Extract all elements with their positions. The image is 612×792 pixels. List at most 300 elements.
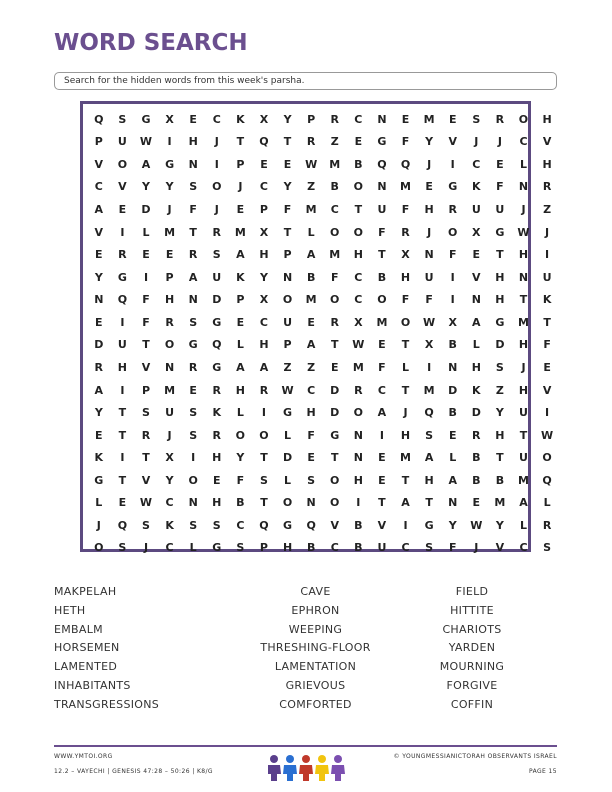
grid-cell[interactable]: U: [519, 451, 528, 465]
grid-cell[interactable]: O: [518, 112, 529, 126]
grid-cell[interactable]: T: [401, 473, 410, 487]
grid-cell[interactable]: T: [543, 315, 551, 329]
grid-cell[interactable]: S: [142, 518, 150, 532]
grid-cell[interactable]: O: [353, 180, 363, 194]
grid-cell[interactable]: V: [141, 473, 151, 487]
grid-cell[interactable]: Y: [495, 406, 504, 420]
grid-cell[interactable]: H: [518, 248, 529, 262]
grid-cell[interactable]: G: [141, 112, 151, 126]
grid-cell[interactable]: L: [189, 541, 197, 555]
grid-cell[interactable]: E: [165, 248, 174, 262]
grid-cell[interactable]: S: [118, 541, 127, 555]
grid-cell[interactable]: L: [236, 338, 244, 352]
grid-cell[interactable]: W: [281, 383, 294, 397]
grid-cell[interactable]: X: [448, 315, 457, 329]
grid-cell[interactable]: I: [403, 518, 408, 532]
grid-cell[interactable]: U: [377, 203, 387, 217]
grid-cell[interactable]: D: [282, 451, 293, 465]
grid-cell[interactable]: N: [424, 248, 434, 262]
grid-cell[interactable]: H: [424, 473, 434, 487]
grid-cell[interactable]: N: [448, 360, 458, 374]
grid-cell[interactable]: M: [329, 248, 341, 262]
grid-cell[interactable]: H: [235, 383, 245, 397]
grid-cell[interactable]: Y: [283, 180, 292, 194]
grid-cell[interactable]: I: [191, 451, 196, 465]
grid-cell[interactable]: A: [94, 203, 104, 217]
grid-cell[interactable]: B: [472, 473, 481, 487]
grid-cell[interactable]: J: [167, 428, 172, 442]
grid-cell[interactable]: R: [495, 112, 505, 126]
grid-cell[interactable]: M: [164, 225, 176, 239]
grid-cell[interactable]: O: [164, 338, 175, 352]
grid-cell[interactable]: J: [474, 541, 479, 555]
grid-cell[interactable]: A: [448, 473, 457, 487]
grid-cell[interactable]: D: [448, 383, 458, 397]
grid-cell[interactable]: Z: [330, 135, 339, 149]
grid-cell[interactable]: C: [519, 541, 528, 555]
grid-cell[interactable]: H: [495, 428, 505, 442]
grid-cell[interactable]: E: [330, 360, 339, 374]
grid-cell[interactable]: V: [448, 135, 457, 149]
grid-cell[interactable]: J: [238, 180, 243, 194]
grid-cell[interactable]: L: [543, 496, 551, 510]
grid-cell[interactable]: D: [495, 338, 505, 352]
grid-cell[interactable]: I: [120, 383, 125, 397]
grid-cell[interactable]: V: [377, 518, 387, 532]
grid-cell[interactable]: B: [236, 496, 245, 510]
grid-cell[interactable]: M: [164, 383, 176, 397]
grid-cell[interactable]: T: [283, 135, 292, 149]
grid-cell[interactable]: H: [400, 270, 411, 284]
grid-cell[interactable]: T: [260, 496, 268, 510]
grid-cell[interactable]: N: [188, 293, 198, 307]
grid-cell[interactable]: O: [117, 157, 128, 171]
grid-cell[interactable]: T: [330, 451, 339, 465]
grid-cell[interactable]: Y: [165, 473, 174, 487]
grid-cell[interactable]: N: [188, 496, 198, 510]
grid-cell[interactable]: G: [117, 270, 127, 284]
grid-cell[interactable]: Q: [377, 157, 387, 171]
grid-cell[interactable]: M: [400, 180, 411, 194]
grid-cell[interactable]: Y: [259, 270, 268, 284]
grid-cell[interactable]: V: [542, 135, 552, 149]
grid-cell[interactable]: V: [330, 518, 339, 532]
grid-cell[interactable]: H: [164, 293, 175, 307]
grid-cell[interactable]: J: [545, 225, 550, 239]
grid-cell[interactable]: H: [282, 541, 293, 555]
grid-cell[interactable]: Y: [165, 180, 174, 194]
grid-cell[interactable]: C: [236, 518, 245, 532]
grid-cell[interactable]: G: [283, 518, 293, 532]
grid-cell[interactable]: F: [401, 293, 410, 307]
grid-cell[interactable]: M: [352, 360, 364, 374]
grid-cell[interactable]: W: [423, 315, 436, 329]
grid-cell[interactable]: W: [305, 157, 318, 171]
grid-cell[interactable]: N: [448, 496, 458, 510]
grid-cell[interactable]: S: [259, 473, 268, 487]
grid-cell[interactable]: E: [236, 315, 245, 329]
grid-cell[interactable]: I: [450, 293, 455, 307]
grid-cell[interactable]: A: [424, 451, 434, 465]
grid-cell[interactable]: J: [427, 157, 432, 171]
grid-cell[interactable]: S: [236, 541, 245, 555]
grid-cell[interactable]: A: [306, 338, 316, 352]
grid-cell[interactable]: E: [378, 473, 386, 487]
grid-cell[interactable]: P: [236, 293, 245, 307]
grid-cell[interactable]: U: [165, 406, 175, 420]
grid-cell[interactable]: I: [379, 428, 384, 442]
grid-cell[interactable]: S: [189, 428, 198, 442]
grid-cell[interactable]: C: [94, 180, 103, 194]
grid-cell[interactable]: H: [259, 248, 269, 262]
grid-cell[interactable]: K: [472, 180, 481, 194]
grid-cell[interactable]: N: [471, 293, 481, 307]
grid-cell[interactable]: J: [143, 541, 149, 555]
grid-cell[interactable]: S: [495, 360, 504, 374]
grid-cell[interactable]: O: [330, 496, 340, 510]
grid-cell[interactable]: X: [259, 225, 269, 239]
grid-cell[interactable]: O: [330, 225, 340, 239]
grid-cell[interactable]: L: [519, 518, 527, 532]
grid-cell[interactable]: I: [120, 451, 125, 465]
grid-cell[interactable]: F: [378, 225, 386, 239]
grid-cell[interactable]: R: [259, 383, 269, 397]
grid-cell[interactable]: N: [377, 180, 387, 194]
grid-cell[interactable]: N: [518, 270, 529, 284]
grid-cell[interactable]: X: [472, 225, 481, 239]
grid-cell[interactable]: J: [214, 135, 219, 149]
grid-cell[interactable]: Y: [448, 518, 457, 532]
grid-cell[interactable]: W: [352, 338, 365, 352]
grid-cell[interactable]: R: [542, 180, 552, 194]
grid-cell[interactable]: I: [545, 406, 550, 420]
grid-cell[interactable]: C: [354, 112, 363, 126]
grid-cell[interactable]: K: [542, 293, 552, 307]
grid-cell[interactable]: F: [448, 541, 457, 555]
grid-cell[interactable]: S: [212, 518, 221, 532]
grid-cell[interactable]: R: [472, 428, 481, 442]
grid-cell[interactable]: M: [400, 451, 411, 465]
grid-cell[interactable]: X: [354, 315, 363, 329]
grid-cell[interactable]: E: [472, 496, 481, 510]
grid-cell[interactable]: H: [471, 360, 481, 374]
grid-cell[interactable]: T: [330, 338, 339, 352]
grid-cell[interactable]: N: [377, 112, 387, 126]
grid-cell[interactable]: J: [521, 360, 526, 374]
grid-cell[interactable]: T: [283, 225, 292, 239]
grid-cell[interactable]: E: [189, 112, 197, 126]
grid-cell[interactable]: Q: [212, 338, 222, 352]
grid-cell[interactable]: L: [449, 451, 457, 465]
grid-cell[interactable]: L: [519, 157, 527, 171]
grid-cell[interactable]: I: [545, 248, 550, 262]
grid-cell[interactable]: Q: [542, 473, 552, 487]
grid-cell[interactable]: I: [167, 135, 172, 149]
grid-cell[interactable]: H: [542, 157, 552, 171]
grid-cell[interactable]: Y: [94, 270, 103, 284]
grid-cell[interactable]: D: [330, 383, 340, 397]
grid-cell[interactable]: F: [283, 203, 292, 217]
grid-cell[interactable]: M: [518, 315, 529, 329]
grid-cell[interactable]: V: [495, 541, 505, 555]
grid-cell[interactable]: V: [118, 180, 127, 194]
grid-cell[interactable]: P: [259, 541, 268, 555]
grid-cell[interactable]: F: [448, 248, 457, 262]
grid-cell[interactable]: I: [143, 270, 149, 284]
grid-cell[interactable]: K: [165, 518, 174, 532]
grid-cell[interactable]: D: [212, 293, 222, 307]
grid-cell[interactable]: O: [377, 293, 387, 307]
grid-cell[interactable]: C: [307, 383, 316, 397]
grid-cell[interactable]: Z: [283, 360, 292, 374]
grid-cell[interactable]: L: [142, 225, 150, 239]
grid-cell[interactable]: O: [188, 473, 198, 487]
grid-cell[interactable]: T: [519, 293, 528, 307]
grid-cell[interactable]: Q: [259, 518, 269, 532]
grid-cell[interactable]: O: [212, 180, 222, 194]
grid-cell[interactable]: D: [330, 406, 340, 420]
grid-cell[interactable]: F: [307, 428, 315, 442]
grid-cell[interactable]: U: [471, 203, 481, 217]
grid-cell[interactable]: E: [378, 338, 386, 352]
grid-cell[interactable]: R: [212, 225, 221, 239]
grid-cell[interactable]: T: [425, 496, 433, 510]
grid-cell[interactable]: A: [306, 248, 316, 262]
grid-cell[interactable]: F: [236, 473, 245, 487]
grid-cell[interactable]: G: [212, 541, 222, 555]
grid-cell[interactable]: A: [236, 248, 245, 262]
grid-cell[interactable]: M: [376, 315, 388, 329]
grid-cell[interactable]: F: [496, 180, 504, 194]
grid-cell[interactable]: S: [142, 406, 150, 420]
grid-cell[interactable]: Z: [495, 383, 504, 397]
grid-cell[interactable]: S: [212, 248, 221, 262]
grid-cell[interactable]: X: [165, 112, 174, 126]
grid-cell[interactable]: H: [542, 112, 552, 126]
grid-cell[interactable]: E: [307, 451, 315, 465]
grid-cell[interactable]: T: [118, 428, 127, 442]
grid-cell[interactable]: G: [283, 406, 293, 420]
grid-cell[interactable]: G: [330, 428, 340, 442]
grid-cell[interactable]: E: [307, 315, 315, 329]
grid-cell[interactable]: Z: [307, 360, 316, 374]
grid-cell[interactable]: C: [165, 496, 174, 510]
grid-cell[interactable]: B: [495, 473, 505, 487]
grid-cell[interactable]: T: [142, 338, 150, 352]
grid-cell[interactable]: G: [188, 338, 198, 352]
grid-cell[interactable]: G: [448, 180, 458, 194]
grid-cell[interactable]: I: [261, 406, 266, 420]
grid-cell[interactable]: E: [283, 157, 292, 171]
grid-cell[interactable]: M: [518, 473, 529, 487]
grid-cell[interactable]: B: [306, 270, 316, 284]
grid-cell[interactable]: B: [330, 180, 339, 194]
grid-cell[interactable]: M: [423, 383, 435, 397]
grid-cell[interactable]: G: [424, 518, 434, 532]
grid-cell[interactable]: G: [212, 360, 222, 374]
grid-cell[interactable]: J: [427, 225, 432, 239]
grid-cell[interactable]: C: [354, 293, 363, 307]
grid-cell[interactable]: H: [518, 383, 529, 397]
grid-cell[interactable]: T: [496, 451, 504, 465]
grid-cell[interactable]: R: [401, 225, 410, 239]
grid-cell[interactable]: E: [95, 248, 103, 262]
grid-cell[interactable]: H: [259, 338, 269, 352]
grid-cell[interactable]: U: [377, 541, 387, 555]
grid-cell[interactable]: G: [165, 157, 175, 171]
grid-cell[interactable]: T: [118, 473, 127, 487]
grid-cell[interactable]: S: [189, 518, 198, 532]
grid-cell[interactable]: E: [142, 248, 150, 262]
grid-cell[interactable]: U: [542, 270, 552, 284]
grid-cell[interactable]: H: [212, 451, 222, 465]
grid-cell[interactable]: X: [401, 248, 410, 262]
grid-cell[interactable]: I: [214, 157, 219, 171]
grid-cell[interactable]: R: [306, 135, 316, 149]
grid-cell[interactable]: I: [450, 270, 455, 284]
grid-cell[interactable]: F: [543, 338, 551, 352]
grid-cell[interactable]: C: [519, 135, 528, 149]
grid-cell[interactable]: D: [471, 406, 481, 420]
grid-cell[interactable]: A: [377, 406, 387, 420]
grid-cell[interactable]: C: [212, 112, 221, 126]
grid-cell[interactable]: J: [497, 135, 502, 149]
grid-cell[interactable]: X: [165, 451, 174, 465]
grid-cell[interactable]: O: [353, 225, 363, 239]
grid-cell[interactable]: L: [284, 473, 292, 487]
grid-cell[interactable]: H: [424, 203, 434, 217]
grid-cell[interactable]: E: [95, 428, 103, 442]
grid-cell[interactable]: X: [259, 293, 269, 307]
grid-cell[interactable]: U: [117, 135, 127, 149]
grid-cell[interactable]: C: [259, 180, 268, 194]
grid-cell[interactable]: J: [403, 406, 408, 420]
grid-cell[interactable]: S: [472, 112, 481, 126]
grid-cell[interactable]: H: [212, 496, 222, 510]
grid-cell[interactable]: C: [354, 270, 363, 284]
grid-cell[interactable]: E: [118, 203, 127, 217]
grid-cell[interactable]: T: [236, 135, 245, 149]
grid-cell[interactable]: M: [423, 112, 435, 126]
grid-cell[interactable]: P: [283, 248, 292, 262]
grid-cell[interactable]: M: [329, 157, 341, 171]
grid-cell[interactable]: M: [234, 225, 246, 239]
grid-cell[interactable]: Z: [543, 203, 552, 217]
grid-cell[interactable]: G: [212, 315, 222, 329]
grid-cell[interactable]: L: [95, 496, 103, 510]
grid-cell[interactable]: O: [259, 428, 269, 442]
grid-cell[interactable]: S: [425, 541, 434, 555]
grid-cell[interactable]: C: [259, 315, 268, 329]
grid-cell[interactable]: D: [141, 203, 151, 217]
grid-cell[interactable]: V: [472, 270, 481, 284]
grid-cell[interactable]: Q: [306, 518, 316, 532]
grid-cell[interactable]: H: [495, 293, 505, 307]
grid-cell[interactable]: R: [94, 360, 104, 374]
grid-cell[interactable]: G: [495, 315, 505, 329]
grid-cell[interactable]: I: [356, 496, 361, 510]
grid-cell[interactable]: B: [354, 518, 363, 532]
grid-cell[interactable]: N: [188, 157, 198, 171]
grid-cell[interactable]: T: [378, 496, 386, 510]
grid-cell[interactable]: E: [236, 203, 245, 217]
grid-cell[interactable]: G: [377, 135, 387, 149]
grid-cell[interactable]: R: [542, 518, 552, 532]
grid-cell[interactable]: R: [118, 248, 127, 262]
grid-cell[interactable]: L: [236, 406, 244, 420]
grid-cell[interactable]: M: [494, 496, 506, 510]
grid-cell[interactable]: R: [330, 315, 339, 329]
grid-cell[interactable]: U: [519, 406, 528, 420]
grid-cell[interactable]: A: [259, 360, 269, 374]
grid-cell[interactable]: K: [236, 270, 245, 284]
grid-cell[interactable]: B: [448, 338, 457, 352]
grid-cell[interactable]: Y: [495, 518, 504, 532]
grid-cell[interactable]: E: [448, 428, 457, 442]
grid-cell[interactable]: A: [94, 383, 104, 397]
grid-cell[interactable]: L: [472, 338, 480, 352]
grid-cell[interactable]: K: [212, 406, 222, 420]
grid-cell[interactable]: B: [448, 406, 457, 420]
grid-cell[interactable]: H: [188, 135, 198, 149]
grid-cell[interactable]: Q: [424, 406, 434, 420]
grid-cell[interactable]: Q: [117, 293, 128, 307]
grid-cell[interactable]: R: [141, 428, 151, 442]
grid-cell[interactable]: W: [541, 428, 554, 442]
grid-cell[interactable]: Y: [283, 112, 292, 126]
grid-cell[interactable]: C: [401, 541, 410, 555]
grid-cell[interactable]: E: [448, 112, 457, 126]
grid-cell[interactable]: N: [94, 293, 104, 307]
grid-cell[interactable]: H: [353, 248, 363, 262]
grid-cell[interactable]: R: [188, 248, 198, 262]
grid-cell[interactable]: H: [353, 473, 363, 487]
grid-cell[interactable]: X: [424, 338, 434, 352]
grid-cell[interactable]: W: [139, 135, 153, 149]
grid-cell[interactable]: V: [542, 383, 552, 397]
grid-cell[interactable]: B: [354, 157, 363, 171]
grid-cell[interactable]: E: [260, 157, 268, 171]
grid-cell[interactable]: T: [354, 203, 363, 217]
grid-cell[interactable]: T: [378, 248, 386, 262]
grid-cell[interactable]: F: [378, 360, 386, 374]
grid-cell[interactable]: R: [165, 315, 174, 329]
grid-cell[interactable]: Q: [94, 112, 104, 126]
grid-cell[interactable]: O: [448, 225, 458, 239]
grid-cell[interactable]: I: [120, 315, 125, 329]
grid-cell[interactable]: Y: [142, 180, 150, 194]
grid-cell[interactable]: E: [496, 157, 504, 171]
grid-cell[interactable]: F: [425, 293, 433, 307]
grid-cell[interactable]: P: [165, 270, 174, 284]
grid-cell[interactable]: Q: [259, 135, 269, 149]
grid-cell[interactable]: V: [94, 157, 104, 171]
grid-cell[interactable]: T: [401, 338, 410, 352]
grid-cell[interactable]: T: [260, 451, 268, 465]
grid-cell[interactable]: E: [472, 248, 481, 262]
grid-cell[interactable]: C: [330, 541, 339, 555]
grid-cell[interactable]: E: [213, 473, 221, 487]
grid-cell[interactable]: N: [164, 360, 175, 374]
grid-cell[interactable]: Q: [117, 518, 128, 532]
grid-cell[interactable]: O: [282, 293, 293, 307]
grid-cell[interactable]: Y: [425, 135, 434, 149]
grid-cell[interactable]: M: [305, 203, 317, 217]
grid-cell[interactable]: K: [236, 112, 245, 126]
grid-cell[interactable]: P: [141, 383, 151, 397]
grid-cell[interactable]: A: [188, 270, 198, 284]
grid-cell[interactable]: H: [400, 428, 411, 442]
